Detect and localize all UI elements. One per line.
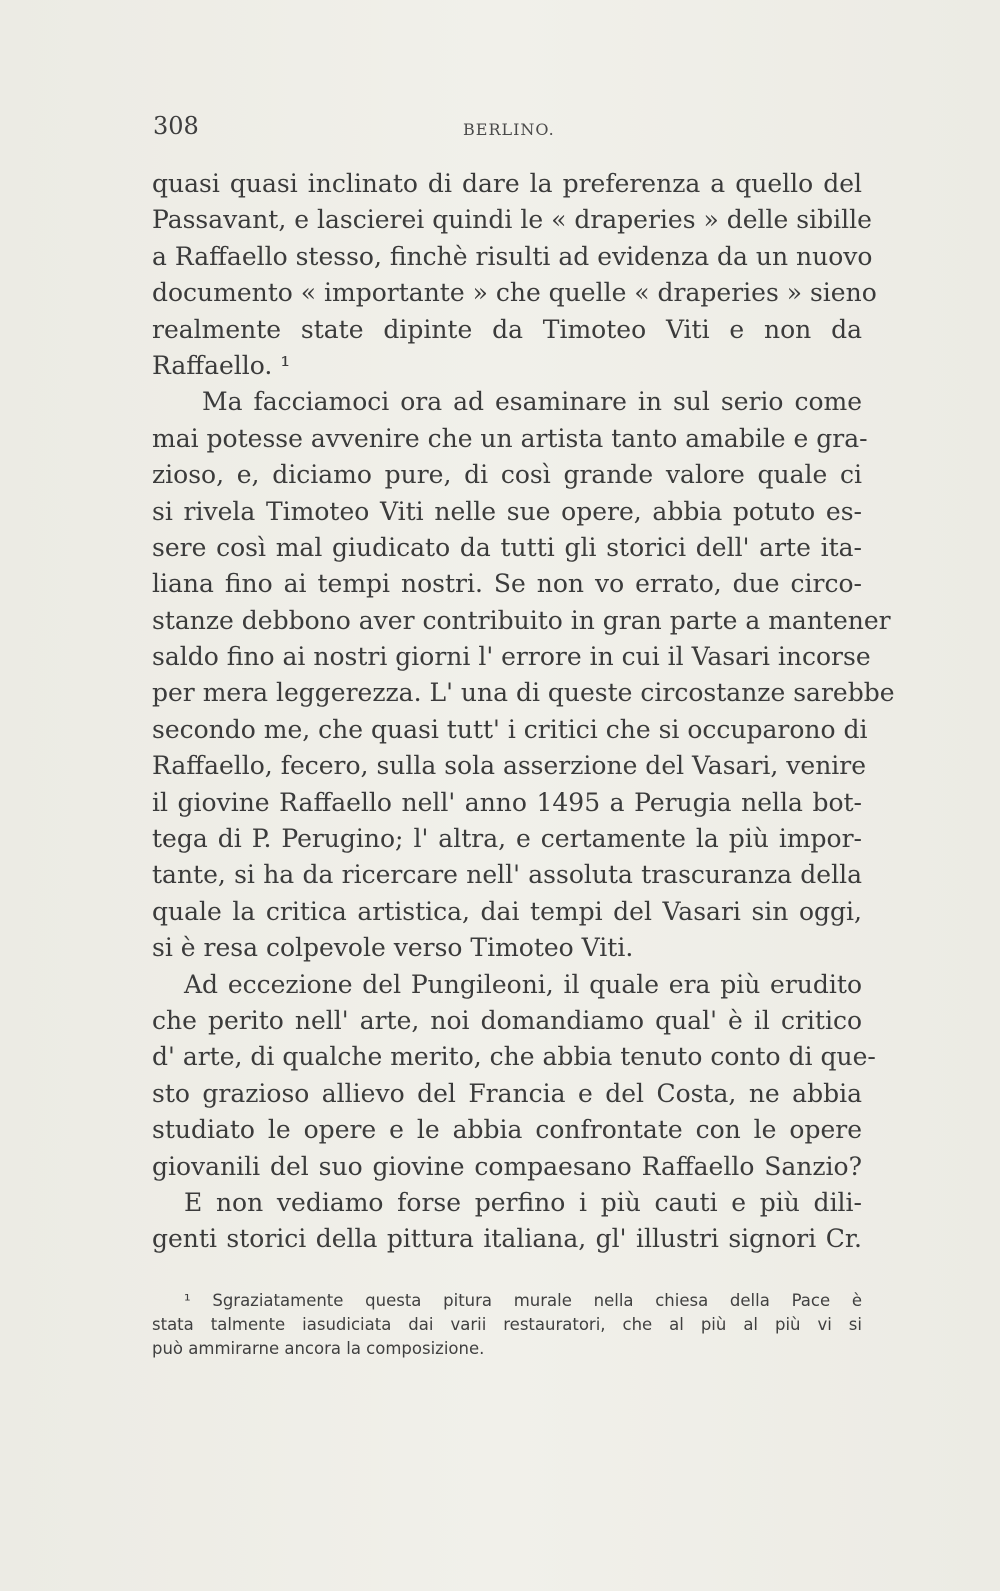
text-line: zioso, e, diciamo pure, di così grande valore quale ci: [152, 460, 862, 490]
text-line: sere così mal giudicato da tutti gli storici dell' arte ita-: [152, 532, 862, 562]
text-line: che perito nell' arte, noi domandiamo qual' è il critico: [152, 1005, 862, 1035]
text-line: Raffaello, fecero, sulla sola asserzione del Vasari, venire: [152, 751, 867, 781]
text-line: quasi quasi inclinato di dare la preferenza a quello del: [152, 169, 862, 198]
text-line: Ad eccezione del Pungileoni, il quale era più erudito: [184, 969, 862, 999]
text-line: secondo me, che quasi tutt' i critici che si occuparono di: [152, 714, 868, 744]
text-line: realmente state dipinte da Timoteo Viti e non da: [152, 314, 862, 344]
text-line: studiato le opere e le abbia confrontate con le opere: [152, 1115, 862, 1145]
text-line: tega di P. Perugino; l' altra, e certamente la più impor-: [152, 824, 862, 854]
text-line: si è resa colpevole verso Timoteo Viti.: [152, 933, 634, 963]
body-text: [152, 166, 895, 1258]
footnote-line: stata talmente iasudiciata dai varii restauratori, che al più al più vi si: [152, 1315, 862, 1334]
text-line: genti storici della pittura italiana, gl' illustri signori Cr.: [152, 1224, 862, 1254]
text-line: quale la critica artistica, dai tempi del Vasari sin oggi,: [152, 896, 862, 926]
text-line: Raffaello. ¹: [152, 350, 291, 380]
text-line: d' arte, di qualche merito, che abbia tenuto conto di que-: [152, 1042, 876, 1072]
text-line: sto grazioso allievo del Francia e del Costa, ne abbia: [152, 1078, 862, 1108]
text-line: a Raffaello stesso, finchè risulti ad evidenza da un nuovo: [152, 241, 873, 271]
text-line: mai potesse avvenire che un artista tanto amabile e gra-: [152, 423, 868, 453]
text-line: stanze debbono aver contribuito in gran parte a mantener: [152, 605, 891, 635]
page-header: [153, 112, 863, 142]
text-line: giovanili del suo giovine compaesano Raffaello Sanzio?: [152, 1151, 862, 1181]
text-line: Ma facciamoci ora ad esaminare in sul serio come: [202, 387, 862, 417]
text-line: si rivela Timoteo Viti nelle sue opere, abbia potuto es-: [152, 496, 862, 526]
page-number: 308: [153, 112, 199, 140]
text-line: saldo fino ai nostri giorni l' errore in cui il Vasari incorse: [152, 642, 871, 672]
text-line: E non vediamo forse perfino i più cauti e più dili-: [184, 1187, 862, 1217]
footnote-line: può ammirarne ancora la composizione.: [152, 1339, 485, 1358]
text-line: documento « importante » che quelle « draperies » sieno: [152, 278, 877, 308]
text-line: tante, si ha da ricercare nell' assoluta trascuranza della: [152, 860, 862, 890]
footnotes: [152, 1289, 862, 1361]
text-line: Passavant, e lascierei quindi le « draperies » delle sibille: [152, 205, 872, 235]
text-line: il giovine Raffaello nell' anno 1495 a Perugia nella bot-: [152, 787, 862, 817]
text-line: liana fino ai tempi nostri. Se non vo errato, due circo-: [152, 569, 862, 599]
running-head: BERLINO.: [463, 120, 555, 139]
text-line: per mera leggerezza. L' una di queste circostanze sarebbe: [152, 678, 895, 708]
footnote-line: ¹ Sgraziatamente questa pitura murale nella chiesa della Pace è: [184, 1291, 862, 1310]
